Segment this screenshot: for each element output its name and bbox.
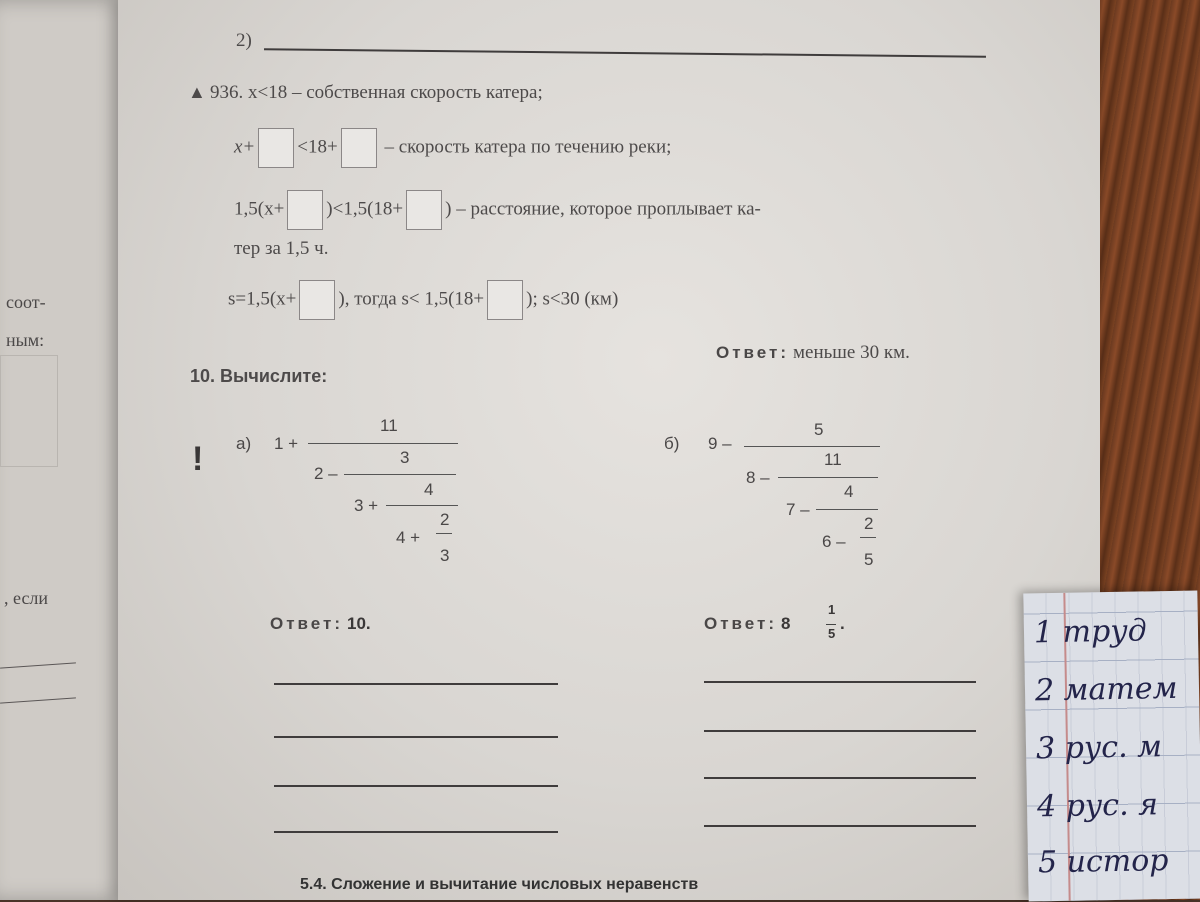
writing-line-a-2[interactable]	[274, 736, 558, 738]
answer-numerator: 1	[828, 602, 836, 617]
part-b-answer	[704, 602, 845, 654]
notebook-row-5: 5 истор	[1037, 843, 1169, 881]
part-a-numerator-2: 2	[440, 510, 450, 529]
answer-fraction-bar	[826, 624, 836, 625]
part-b-denominator-5: 5	[864, 550, 874, 569]
part-a-fraction-bar-3	[386, 505, 458, 506]
handwritten-notebook	[1023, 591, 1200, 902]
exclamation-icon: !	[192, 440, 204, 478]
task-10-heading: 10. Вычислите:	[190, 366, 328, 386]
part-a-fraction-bar-4	[436, 533, 452, 534]
task-936-line-1: 936. x<18 – собственная скорость катера;	[210, 82, 543, 103]
part-a-numerator-4: 4	[424, 480, 434, 499]
expr-s-lt-30: ); s<30 (км)	[526, 288, 619, 310]
part-b-fraction-bar-3	[816, 509, 878, 510]
left-answer-line-2	[0, 697, 76, 703]
writing-line-a-3[interactable]	[274, 785, 558, 787]
triangle-icon: ▲	[188, 82, 206, 102]
task-936-line-5	[228, 280, 618, 320]
answer-box-1[interactable]	[258, 128, 294, 168]
expr-1-5-x-plus: 1,5(x+	[234, 198, 285, 220]
expr-lt-1-5-18-plus: )<1,5(18+	[326, 198, 404, 220]
writing-line-b-3[interactable]	[704, 777, 976, 779]
answer-label: Ответ:	[716, 343, 789, 362]
left-answer-line-1	[0, 662, 76, 668]
answer-denominator: 5	[828, 626, 836, 641]
workbook-page	[118, 0, 1100, 900]
notebook-row-2: 2 матем	[1034, 670, 1178, 709]
answer-value: 10.	[347, 614, 371, 633]
answer-box-2[interactable]	[341, 128, 377, 168]
part-a-numerator-3: 3	[400, 448, 410, 467]
writing-line-a-4[interactable]	[274, 831, 558, 833]
left-text-fragment-1: соот-	[6, 292, 46, 312]
part-b-numerator-2: 2	[864, 514, 874, 533]
part-a-fraction-bar-1	[308, 443, 458, 444]
part-a-answer	[270, 614, 371, 634]
left-text-fragment-3: , если	[4, 588, 49, 608]
notebook-row-1: 1 труд	[1033, 613, 1148, 651]
writing-line-a-1[interactable]	[274, 683, 558, 685]
answer-period: .	[840, 614, 845, 633]
expr-s-equals: s=1,5(x+	[228, 288, 297, 310]
left-page-box	[0, 355, 58, 467]
writing-line-b-4[interactable]	[704, 825, 976, 827]
part-b-fraction-bar-2	[778, 477, 878, 478]
item-number: 2)	[236, 30, 252, 51]
answer-box-3[interactable]	[287, 190, 323, 230]
part-a-denominator-3: 3	[440, 546, 450, 565]
writing-line-b-1[interactable]	[704, 681, 976, 683]
answer-box-6[interactable]	[487, 280, 523, 320]
answer-box-5[interactable]	[299, 280, 335, 320]
part-b-numerator-5: 5	[814, 420, 824, 439]
part-b-term-4: 6 –	[822, 532, 846, 551]
task-936-line-3	[234, 190, 761, 230]
section-heading: 5.4. Сложение и вычитание числовых неравенств	[300, 876, 699, 893]
left-text-fragment-2: ным:	[6, 330, 45, 350]
part-a-numerator-11: 11	[380, 416, 398, 435]
part-b-term-1: 9 –	[708, 434, 732, 453]
part-b-fraction-bar-1	[744, 446, 880, 447]
expr-lt-18-plus: <18+	[297, 136, 338, 158]
writing-line-b-2[interactable]	[704, 730, 976, 732]
part-b-label: б)	[664, 434, 680, 453]
answer-box-4[interactable]	[406, 190, 442, 230]
expr-then-s-lt: ), тогда s< 1,5(18+	[338, 288, 485, 310]
answer-label: Ответ:	[270, 614, 343, 633]
part-b-numerator-4: 4	[844, 482, 854, 501]
text-downstream-speed: – скорость катера по течению реки;	[384, 136, 672, 158]
part-b-fraction-bar-4	[860, 537, 876, 538]
answer-label: Ответ:	[704, 614, 777, 633]
part-b-term-3: 7 –	[786, 500, 810, 519]
task-936-line-2	[234, 128, 671, 168]
part-a-term-3: 3 +	[354, 496, 379, 515]
expr-x-plus: x+	[234, 136, 256, 158]
part-a-label: а)	[236, 434, 252, 453]
answer-line-top	[264, 48, 986, 57]
part-a-fraction-bar-2	[344, 474, 456, 475]
notebook-row-4: 4 рус. я	[1036, 787, 1159, 825]
notebook-row-3: 3 рус. м	[1035, 729, 1163, 767]
task-936-answer	[716, 342, 910, 364]
part-a-term-1: 1 +	[274, 434, 299, 453]
part-a-term-2: 2 –	[314, 464, 338, 483]
task-936-line-4: тер за 1,5 ч.	[234, 238, 329, 259]
answer-whole-part: 8	[781, 614, 791, 633]
text-distance: ) – расстояние, которое проплывает ка-	[445, 198, 761, 220]
part-a-term-4: 4 +	[396, 528, 421, 547]
answer-value: меньше 30 км.	[793, 342, 910, 363]
part-b-term-2: 8 –	[746, 468, 770, 487]
part-b-numerator-11: 11	[824, 450, 842, 469]
